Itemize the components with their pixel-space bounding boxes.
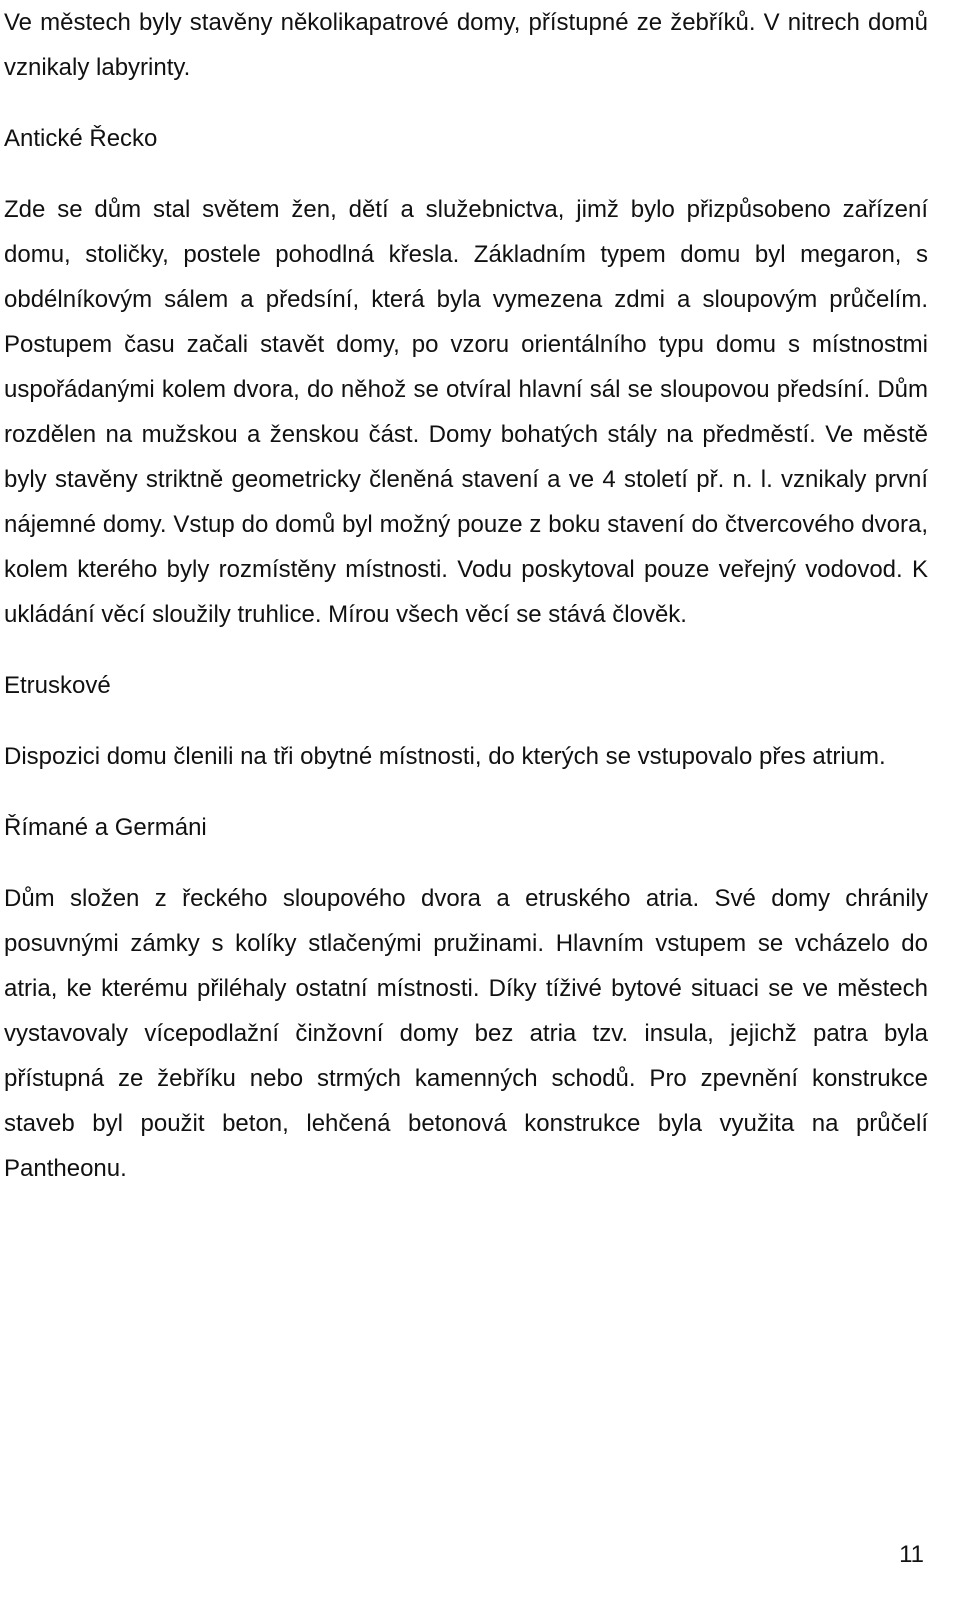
spacer (4, 850, 928, 876)
section-paragraph-romans-germans: Dům složen z řeckého sloupového dvora a etruského atria. Své domy chránily posuvnými zámky s kolíky stlačenými pružinami. Hlavním vstupem se vcházelo do atria, ke kterému přiléhaly ostatní místnosti. Díky tíživé bytové situaci se ve městech vystavovaly vícepodlažní činžovní domy bez atria tzv. insula, jejichž patra byla přístupná ze žebříku nebo strmých kamenných schodů. Pro zpevnění konstrukce staveb byl použit beton, lehčená betonová konstrukce byla využita na průčelí Pantheonu. (4, 885, 928, 1182)
spacer (4, 161, 928, 187)
spacer (4, 90, 928, 116)
section-heading-romans-germans: Římané a Germáni (4, 814, 207, 841)
section-heading-etruscans: Etruskové (4, 672, 111, 699)
spacer (4, 637, 928, 663)
spacer (4, 779, 928, 805)
section-paragraph-greece: Zde se dům stal světem žen, dětí a služebnictva, jimž bylo přizpůsobeno zařízení domu, stoličky, postele pohodlná křesla. Základním typem domu byl megaron, s obdélníkovým sálem a předsíní, která byla vymezena zdmi a sloupovým průčelím. Postupem času začali stavět domy, po vzoru orientálního typu domu s místnostmi uspořádanými kolem dvora, do něhož se otvíral hlavní sál se sloupovou předsíní. Dům rozdělen na mužskou a ženskou část. Domy bohatých stály na předměstí. Ve městě byly stavěny striktně geometricky členěná stavení a ve 4 století př. n. l. vznikaly první nájemné domy. Vstup do domů byl možný pouze z boku stavení do čtvercového dvora, kolem kterého byly rozmístěny místnosti. Vodu poskytoval pouze veřejný vodovod. K ukládání věcí sloužily truhlice. Mírou všech věcí se stává člověk. (4, 196, 928, 628)
intro-paragraph: Ve městech byly stavěny několikapatrové domy, přístupné ze žebříků. V nitrech domů vznikaly labyrinty. (4, 9, 928, 81)
document-body (4, 0, 928, 1191)
section-paragraph-etruscans: Dispozici domu členili na tři obytné místnosti, do kterých se vstupovalo přes atrium. (4, 743, 886, 770)
spacer (4, 708, 928, 734)
page-number: 11 (899, 1541, 924, 1568)
section-heading-greece: Antické Řecko (4, 125, 158, 152)
